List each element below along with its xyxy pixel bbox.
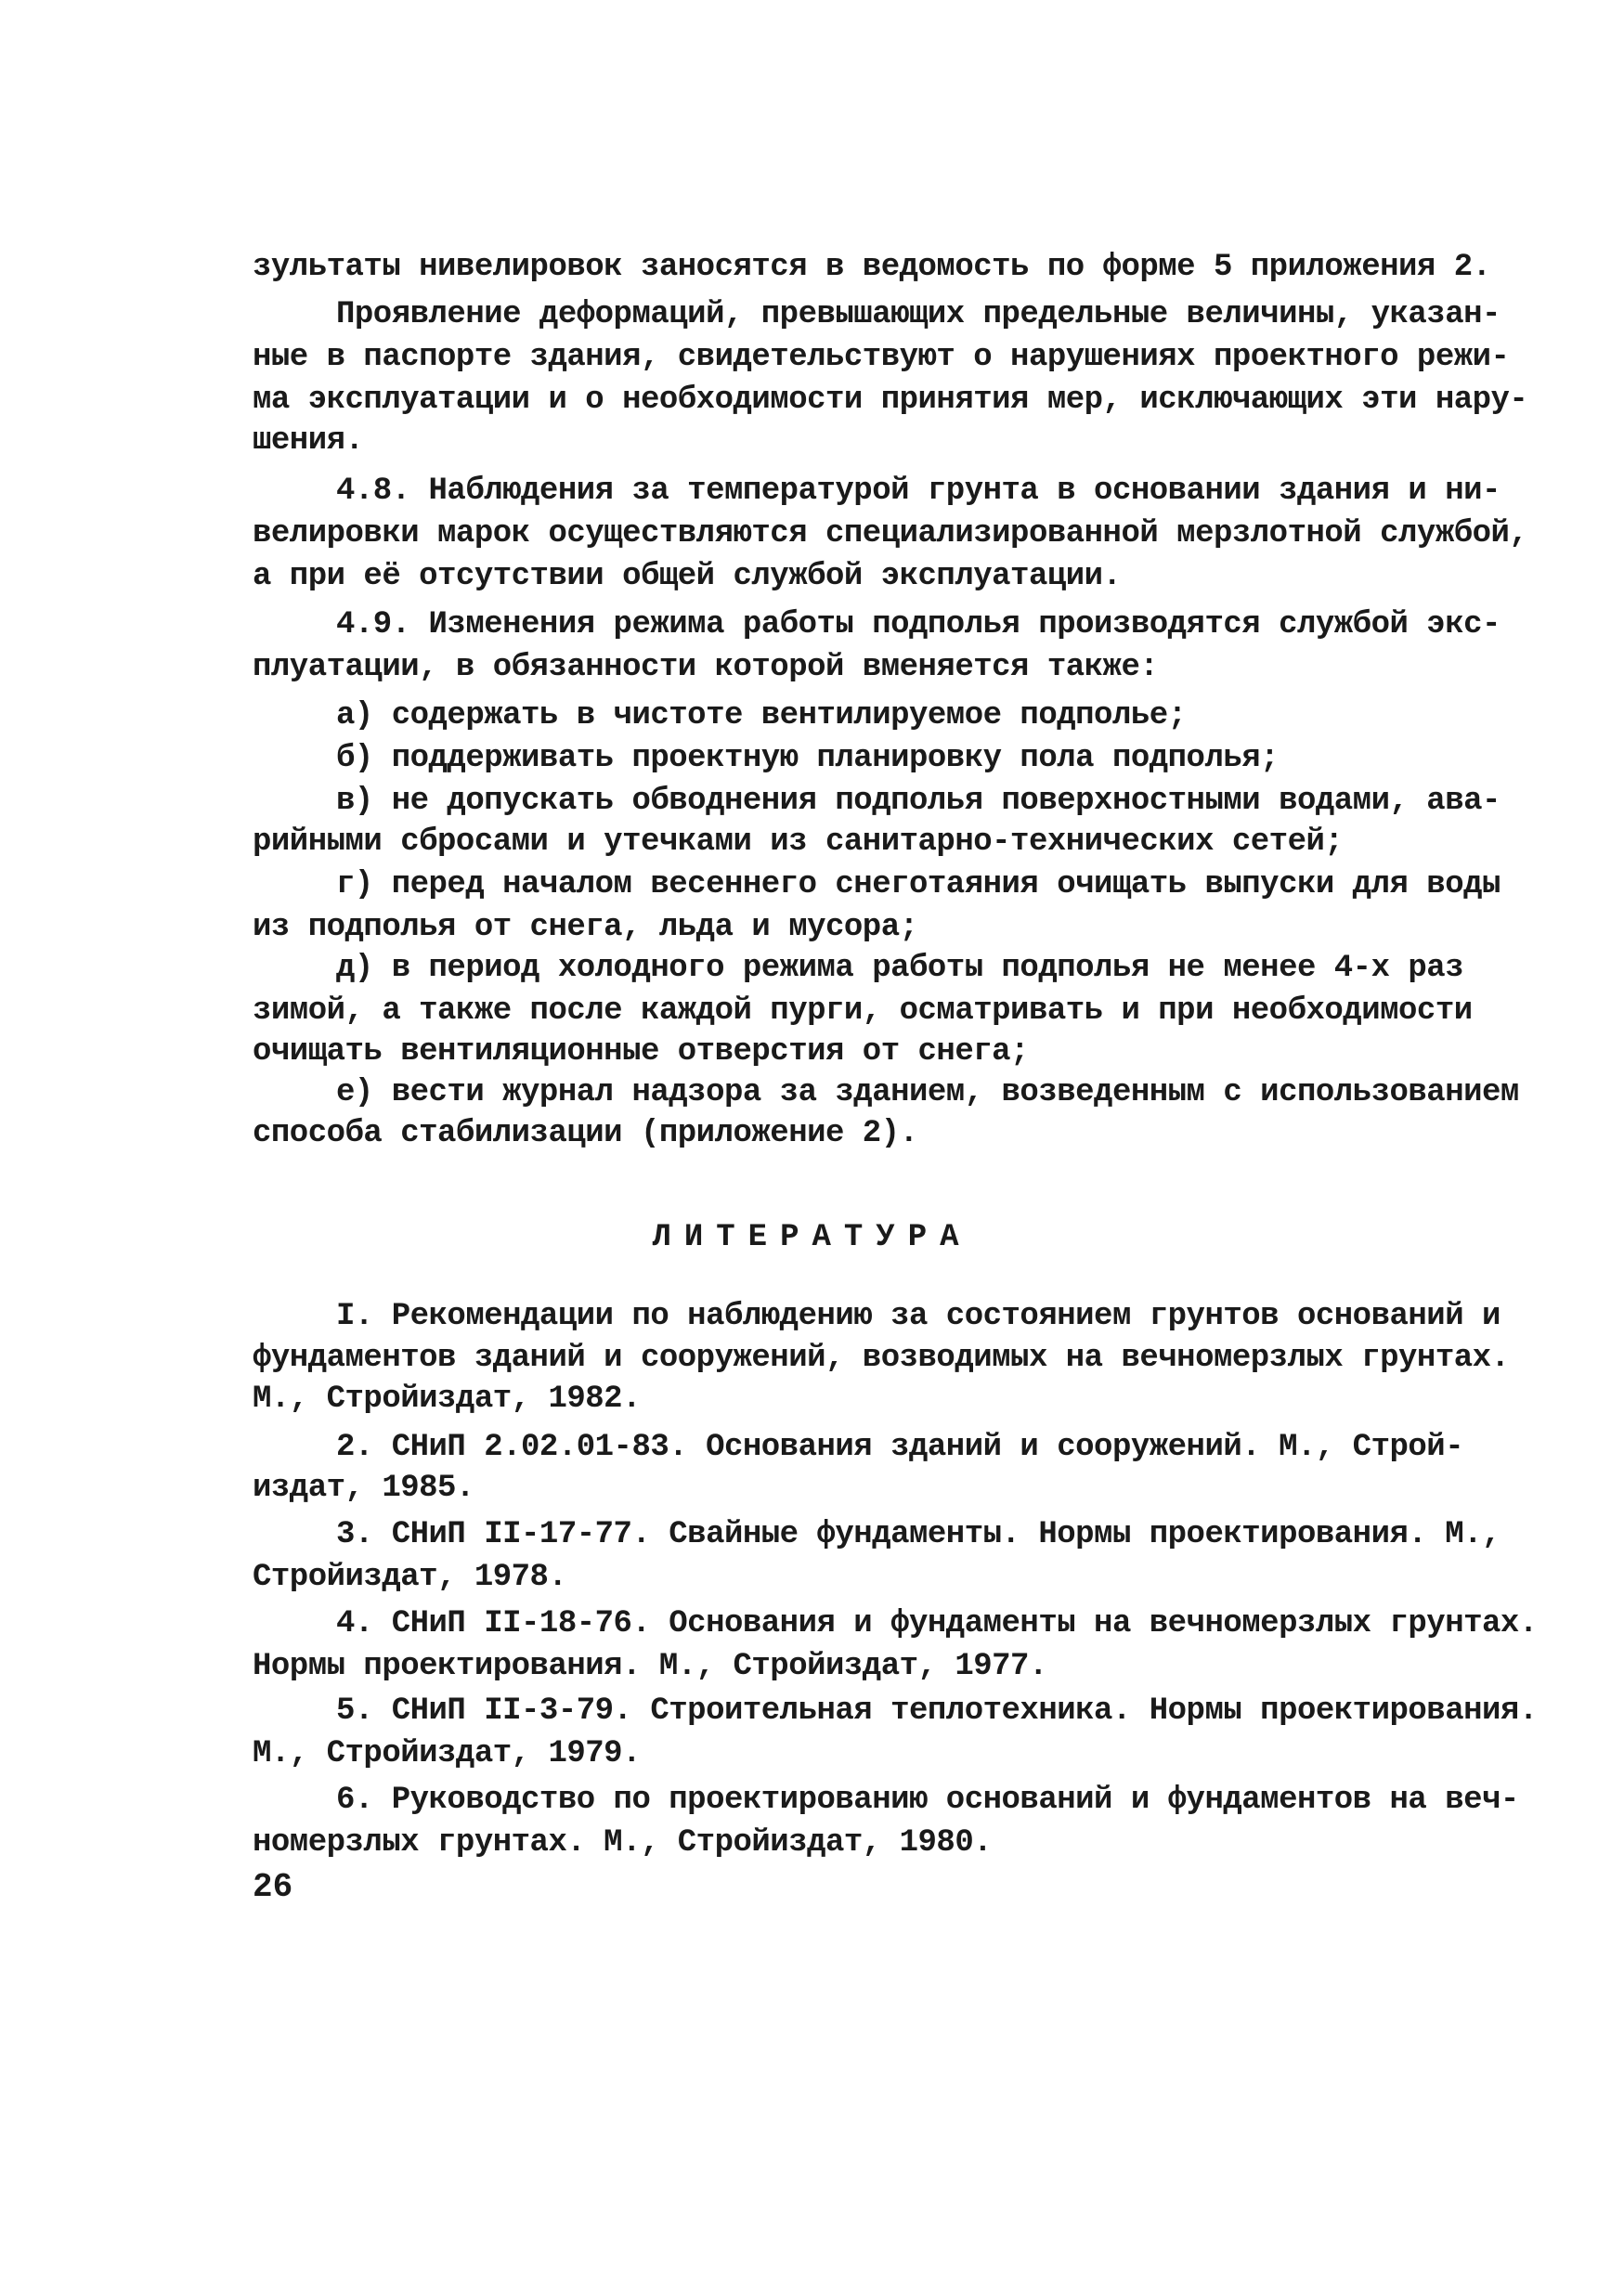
list-item: е) вести журнал надзора за зданием, возведенным с использованием xyxy=(336,1075,1519,1110)
text-line: рийными сбросами и утечками из санитарно-технических сетей; xyxy=(253,824,1344,860)
text-line: зимой, а также после каждой пурги, осматривать и при необходимости xyxy=(253,993,1473,1029)
list-item: б) поддерживать проектную планировку пола подполья; xyxy=(336,741,1280,776)
section-heading: ЛИТЕРАТУРА xyxy=(652,1220,972,1255)
text-line: М., Стройиздат, 1979. xyxy=(253,1736,641,1771)
list-item: в) не допускать обводнения подполья поверхностными водами, ава- xyxy=(336,784,1501,819)
text-line: а при её отсутствии общей службой эксплуатации. xyxy=(253,559,1122,594)
text-line: номерзлых грунтах. М., Стройиздат, 1980. xyxy=(253,1825,993,1861)
text-line: зультаты нивелировок заносятся в ведомость по форме 5 приложения 2. xyxy=(253,250,1491,285)
reference-item: 3. СНиП II-17-77. Свайные фундаменты. Нормы проектирования. М., xyxy=(336,1517,1501,1552)
list-item: г) перед началом весеннего снеготаяния очищать выпуски для воды xyxy=(336,867,1501,902)
text-line: Нормы проектирования. М., Стройиздат, 1977. xyxy=(253,1649,1047,1684)
text-line: плуатации, в обязанности которой вменяется также: xyxy=(253,650,1159,685)
text-line: Стройиздат, 1978. xyxy=(253,1560,567,1595)
list-item: д) в период холодного режима работы подполья не менее 4-х раз xyxy=(336,951,1464,986)
text-line: способа стабилизации (приложение 2). xyxy=(253,1116,918,1151)
text-line: из подполья от снега, льда и мусора; xyxy=(253,910,918,945)
text-line: Проявление деформаций, превышающих предельные величины, указан- xyxy=(336,297,1501,332)
text-line: велировки марок осуществляются специализированной мерзлотной службой, xyxy=(253,516,1528,551)
text-line: 4.8. Наблюдения за температурой грунта в основании здания и ни- xyxy=(336,473,1501,509)
reference-item: 5. СНиП II-3-79. Строительная теплотехника. Нормы проектирования. xyxy=(336,1693,1538,1729)
reference-item: I. Рекомендации по наблюдению за состоянием грунтов оснований и xyxy=(336,1299,1501,1334)
reference-item: 4. СНиП II-18-76. Основания и фундаменты на вечномерзлых грунтах. xyxy=(336,1606,1538,1641)
page-number: 26 xyxy=(253,1868,293,1906)
reference-item: 2. СНиП 2.02.01-83. Основания зданий и сооружений. М., Строй- xyxy=(336,1430,1464,1465)
text-line: ные в паспорте здания, свидетельствуют о нарушениях проектного режи- xyxy=(253,340,1510,375)
text-line: издат, 1985. xyxy=(253,1471,474,1506)
text-line: 4.9. Изменения режима работы подполья производятся службой экс- xyxy=(336,607,1501,642)
reference-item: 6. Руководство по проектированию оснований и фундаментов на веч- xyxy=(336,1783,1519,1818)
text-line: очищать вентиляционные отверстия от снега; xyxy=(253,1034,1029,1070)
text-line: ма эксплуатации и о необходимости принятия мер, исключающих эти нару- xyxy=(253,383,1528,418)
text-line: шения. xyxy=(253,423,364,459)
text-line: фундаментов зданий и сооружений, возводимых на вечномерзлых грунтах. xyxy=(253,1341,1510,1376)
list-item: а) содержать в чистоте вентилируемое подполье; xyxy=(336,698,1187,733)
text-line: М., Стройиздат, 1982. xyxy=(253,1381,641,1417)
